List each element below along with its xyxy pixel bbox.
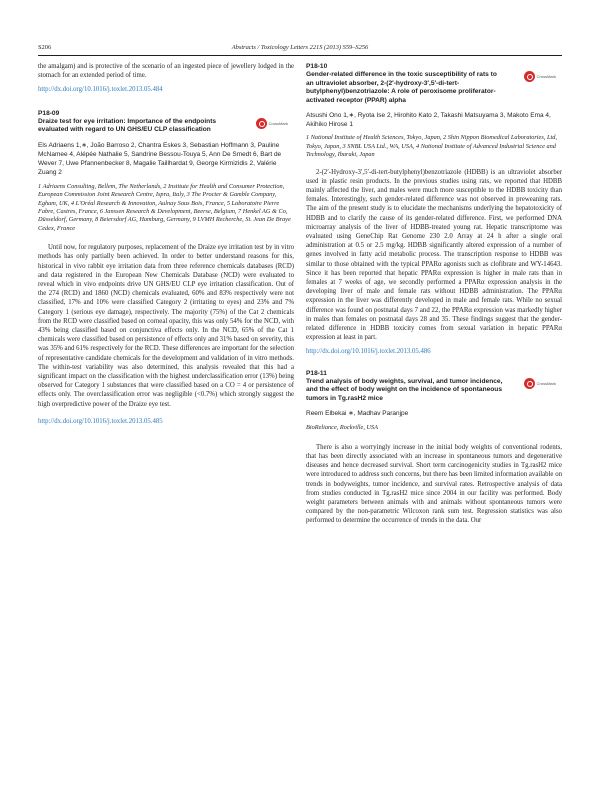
abstract-p18-11 xyxy=(306,369,562,526)
crossmark-icon xyxy=(256,118,267,129)
crossmark-badge[interactable] xyxy=(524,71,556,82)
crossmark-icon xyxy=(524,378,535,389)
abstract-id: P18-11 xyxy=(306,369,327,377)
abstract-id: P18-09 xyxy=(38,109,60,117)
crossmark-label: CrossMark xyxy=(536,380,556,386)
crossmark-icon xyxy=(524,71,535,82)
abstract-body: Until now, for regulatory purposes, replacement of the Draize eye irritation test by in vitro methods has only partially been achieved. In order to better understand reasons for this, historical in vivo rabbit eye irritation data from three reference chemicals databases (RCD) and data registered in the European New Chemicals Database (NCD) were evaluated to reveal which in vivo endpoints drive UN GHS/EU CLP eye irritation classification. Out of the 274 (RCD) and 1860 (NCD) chemicals evaluated, 60% and 83% respectively were not classified, 17% and 10% were classified Category 2 (irritating to eyes) and 23% and 7% Category 1 (serious eye damage), respectively. The majority (75%) of the Cat 2 chemicals from the RCD were classified based on corneal opacity, this was only 54% for the NCD, with 43% being classified based on conjunctiva effects only. In the NCD, 65% of the Cat 1 chemicals were classified based on persistence of effects only and 31% based on severity, this was 35% and 61% respectively for the RCD. These differences are important for the selection of representative candidate chemicals for the development and validation of in vitro methods. The within-test variability was also determined, this analysis revealed that this had a significant impact on the classification with the highest underclassification error (13%) being observed for Category 1 substances that were classified based on a CO = 4 or persistence of effects only. The overclassification error was negligible (<0.7%) which strongly suggest the high overpredictive power of the Draize eye test. xyxy=(38,244,294,408)
crossmark-badge[interactable] xyxy=(524,378,556,389)
abstract-title: Gender-related difference in the toxic susceptibility of rats to an ultraviolet absorber, 2-(2′-hydroxy-3′,5′-di-tert-butylphenyl)benzotriazole: A role of peroxisome proliferator-activated receptor (PPAR) alpha xyxy=(306,71,497,104)
abstract-header xyxy=(38,109,294,135)
abstract-header xyxy=(306,62,562,105)
abstract-title: Trend analysis of body weights, survival, and tumor incidence, and the effect of body weight on the incidence of spontaneous tumors in Tg.rasH2 mice xyxy=(306,377,503,402)
journal-citation: Abstracts / Toxicology Letters 221S (2013) S59–S256 xyxy=(231,44,369,51)
authors: Atsushi Ono 1,∗, Ryota Ise 2, Hirohito Kato 2, Takashi Matsuyama 3, Makoto Ema 4, Akihiko Hirose 1 xyxy=(306,112,551,129)
abstract-p18-10 xyxy=(306,62,562,357)
left-column xyxy=(38,62,294,426)
doi-link[interactable]: http://dx.doi.org/10.1016/j.toxlet.2013.05.486 xyxy=(306,348,431,356)
page-number: S206 xyxy=(38,44,52,51)
abstract-title: Draize test for eye irritation: Importance of the endpoints evaluated with regard to UN GHS/EU CLP classification xyxy=(38,117,217,134)
doi-link[interactable]: http://dx.doi.org/10.1016/j.toxlet.2013.05.485 xyxy=(38,417,163,425)
abstract-body: There is also a worryingly increase in the initial body weights of conventional rodents, that has been directly associated with an increase in spontaneous tumors and degenerative diseases and hence decreased survival. Short term carcinogenicity studies in Tg.rasH2 mice were introduced to address such concerns, but there has been limited information available on trends in bodyweights, tumor incidence, and survival rates. Retrospective analysis of data from studies conducted in Tg.rasH2 mice since 2004 in our facility was performed. Body weight parameters between animals with and animals without spontaneous tumors were compared by the non-parametric Wilcoxon rank sum test. Regression statistics was also performed to determine the occurrence of trends in the data. Our xyxy=(306,443,562,525)
authors: Els Adriaens 1,∗, João Barroso 2, Chantra Eskes 3, Sebastian Hoffmann 3, Pauline McNamee 4, Alépée Nathalie 5, Sandrine Bessou-Touya 5, Ann De Smedt 6, Bart de Wever 7, Uwe Pfannenbecker 8, Magalie Taillhardat 9, George Kirmizidis 2, Valérie Zuang 2 xyxy=(38,141,282,176)
authors: Reem Elbekai ∗, Madhav Paranjpe xyxy=(306,410,409,418)
doi-link[interactable]: http://dx.doi.org/10.1016/j.toxlet.2013.05.484 xyxy=(38,86,163,94)
header-rule xyxy=(38,55,562,56)
abstract-body: 2-(2′-Hydroxy-3′,5′-di-tert-butylphenyl)benzotriazole (HDBB) is an ultraviolet absorber used in plastic resin products. In the previous studies using rats, we reported that HDBB mainly affected the liver, and males were much more susceptible to the HDBB toxicity than females. Interestingly, such gender-related difference was not observed in preweaning rats. The aim of the present study is to elucidate the mechanisms underlying the hepatotoxicity of HDBB and to clarify the cause of its gender-related difference. First, we performed DNA microarray analysis of the liver of HDBB-treated young rat. Hepatic transcriptome was evaluated using GeneChip Rat Genome 230 2.0 Array at 24 h after a single oral administration at 0.5 or 2.5 mg/kg. HDBB significantly altered expression of a number of genes involved in fatty acid metabolic process. The transcription response to HDBB was similar to those obtained with the typical PPARα agonists such as clofibrate and WY-14643. Since it has been reported that hepatic PPARα expression is higher in male rats than in females at 7 weeks of age, we secondly performed a PPARα expression analysis in the developing liver of male and female rats without HDBB administration. The PPARα expression in the liver was differently developed in male and female rats. While no sexual difference was found on postnatal days 7 and 22, the PPARα expression was markedly higher in males than females on postnatal days 28 and 35. These findings suggest that the gender-related difference in HDBB toxicity comes from sexual variation in hepatic PPARα expression at least in part. xyxy=(306,168,562,342)
affiliations: 1 National Institute of Health Sciences, Tokyo, Japan, 2 Shin Nippon Biomedical Laboratories, Ltd, Tokyo, Japan, 3 SNBL USA Ltd., WA, USA, 4 National Institute of Advanced Industrial Science and Technology, Ibaraki, Japan xyxy=(306,134,557,159)
continuation-text: the amalgam) and is protective of the scenario of an ingested piece of jewellery lodged in the stomach for an extended period of time. xyxy=(38,63,294,80)
abstract-p18-09 xyxy=(38,109,294,426)
crossmark-label: CrossMark xyxy=(536,74,556,79)
affiliations: BioReliance, Rockville, USA xyxy=(306,424,379,432)
abstract-id: P18-10 xyxy=(306,63,328,70)
affiliations: 1 Adriaens Consulting, Bellem, The Netherlands, 2 Institute for Health and Consumer Protection, European Commission Joint Research Centre, Ispra, Italy, 3 The Procter & Gamble Company, Egham, UK, 4 L'Oréal Research & Innovation, Aulnay Sous Bois, France, 5 Laboratoire Pierre Fabre, Castres, France, 6 Janssen Research & Development, Beerse, Belgium, 7 Henkel AG & Co, Düsseldorf, Germany, 8 Beiersdorf AG, Hamburg, Germany, 9 LVMH Recherche, St. Jean De Braye Cedex, France xyxy=(38,182,291,232)
right-column xyxy=(306,62,562,526)
crossmark-badge[interactable] xyxy=(256,118,288,129)
crossmark-label: CrossMark xyxy=(268,120,288,126)
abstract-header xyxy=(306,369,562,404)
